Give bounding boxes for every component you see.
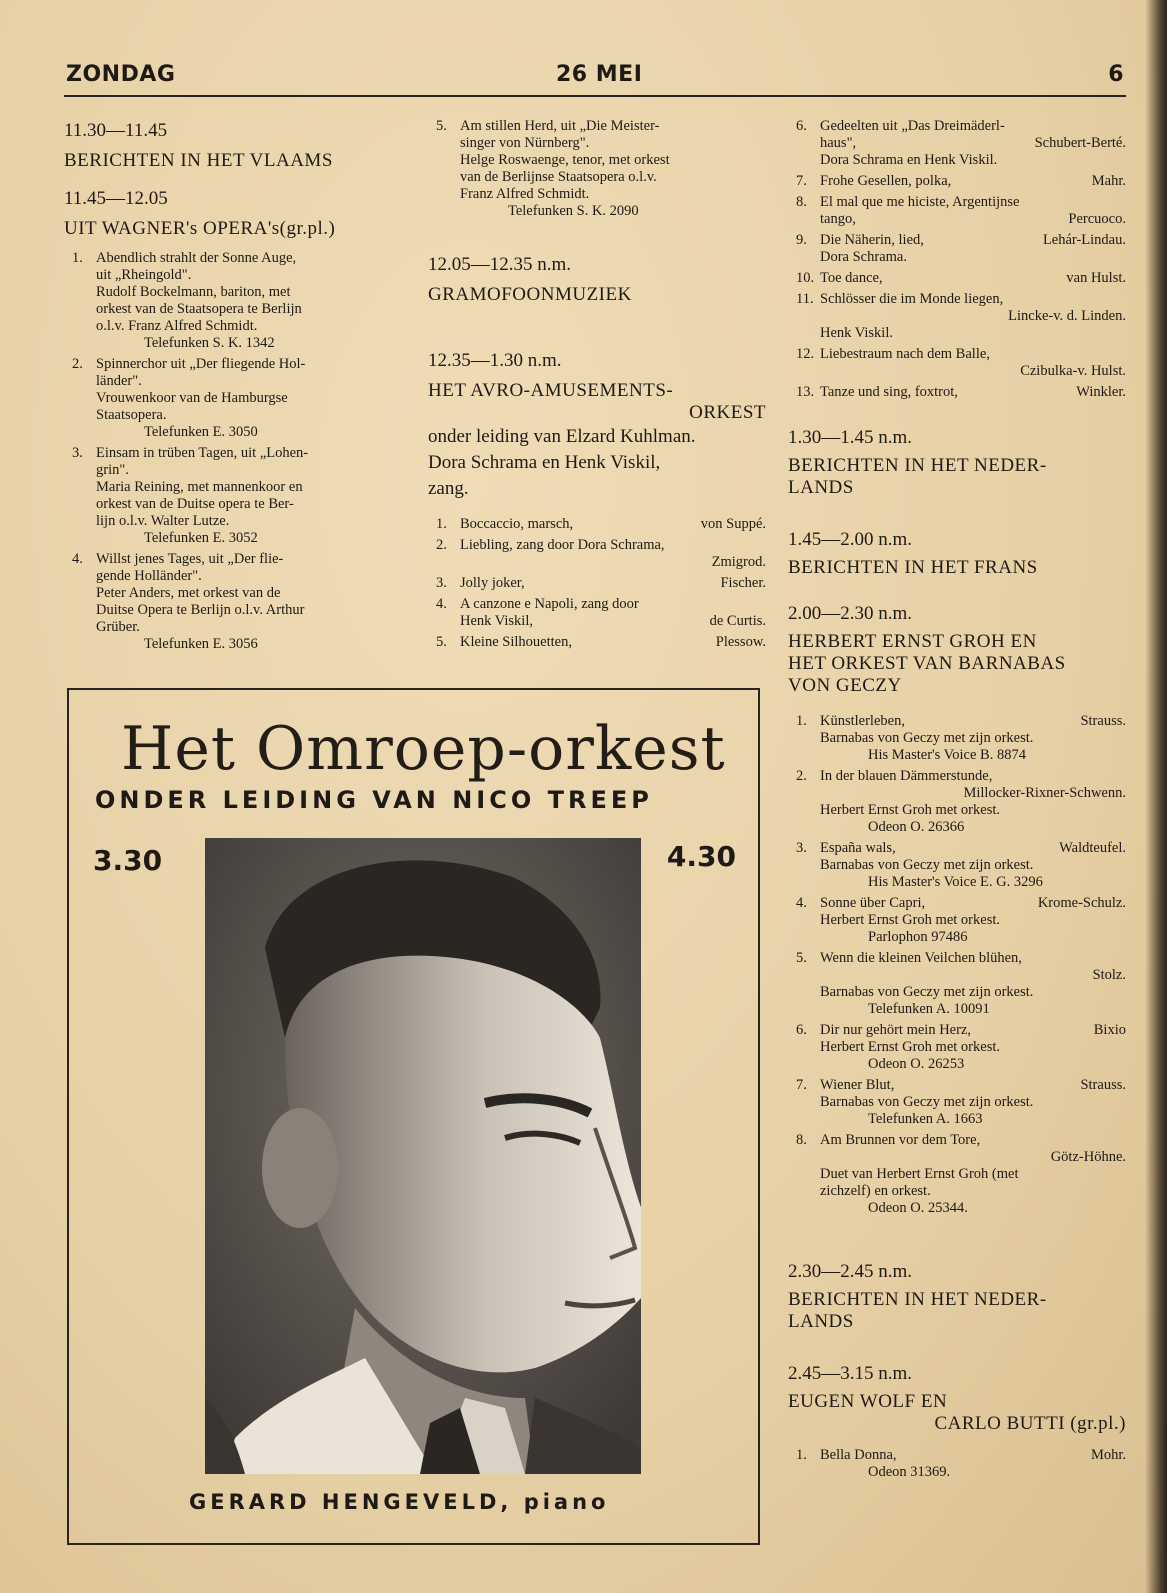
- block-title: ORKEST: [689, 402, 766, 423]
- block-title: GRAMOFOONMUZIEK: [428, 284, 632, 305]
- block-time: 1.45—2.00 n.m.: [788, 529, 913, 550]
- page-number: 6: [1108, 62, 1124, 87]
- program-item: 3. Jolly joker, Fischer.: [436, 575, 766, 591]
- program-item: 10. Toe dance, van Hulst.: [796, 270, 1126, 286]
- record-label: His Master's Voice E. G. 3296: [868, 874, 1043, 890]
- ad-end-time: 4.30: [666, 840, 736, 873]
- block-title: HET AVRO-AMUSEMENTS-: [428, 380, 674, 401]
- program-item: 13. Tanze und sing, foxtrot, Winkler.: [796, 384, 1126, 400]
- header-day: ZONDAG: [66, 62, 176, 87]
- header-rule: [64, 95, 1126, 97]
- program-item: 2. In der blauen Dämmerstunde, Millocker-Rixner-Schwenn. Herbert Ernst Groh met orkest. Odeon O. 26366: [796, 768, 1126, 835]
- program-item: 3. Einsam in trüben Tagen, uit „Lohen- grin". Maria Reining, met mannenkoor en orkest van de Duitse opera te Ber- lijn o.l.v. Walter Lutze. Telefunken E. 3052: [64, 445, 402, 547]
- record-label: Odeon O. 26366: [868, 819, 965, 835]
- block-title: CARLO BUTTI (gr.pl.): [934, 1413, 1126, 1434]
- block-time: 2.00—2.30 n.m.: [788, 603, 913, 624]
- block-time: 1.30—1.45 n.m.: [788, 427, 913, 448]
- block-title: BERICHTEN IN HET NEDER-: [788, 455, 1047, 476]
- block-subtitle: Dora Schrama en Henk Viskil,: [428, 452, 661, 473]
- block-title: BERICHTEN IN HET NEDER-: [788, 1289, 1047, 1310]
- program-item: 8. El mal que me hiciste, Argentijnse tango, Percuoco.: [796, 194, 1126, 227]
- record-label: Parlophon 97486: [868, 929, 968, 945]
- header-date: 26 MEI: [556, 62, 643, 87]
- record-label: His Master's Voice B. 8874: [868, 747, 1026, 763]
- block-time: 11.30—11.45: [64, 120, 168, 141]
- block-time: 12.35—1.30 n.m.: [428, 350, 562, 371]
- record-label: Odeon O. 25344.: [868, 1200, 968, 1216]
- block-title: BERICHTEN IN HET FRANS: [788, 557, 1038, 578]
- program-item: 4. Willst jenes Tages, uit „Der flie- gende Holländer". Peter Anders, met orkest van de Duitse Opera te Berlijn o.l.v. Arthur Grüber. Telefunken E. 3056: [64, 551, 402, 653]
- record-label: Odeon 31369.: [868, 1464, 951, 1480]
- program-item: 2. Spinnerchor uit „Der fliegende Hol- länder". Vrouwenkoor van de Hamburgse Staatsopera. Telefunken E. 3050: [64, 356, 402, 441]
- program-item: 4. Sonne über Capri, Krome-Schulz. Herbert Ernst Groh met orkest. Parlophon 97486: [796, 895, 1126, 945]
- ad-start-time: 3.30: [93, 844, 163, 877]
- record-label: Telefunken E. 3052: [144, 530, 258, 546]
- portrait-illustration: [205, 838, 641, 1474]
- ad-title: Het Omroep-orkest: [121, 714, 726, 784]
- block-time: 2.30—2.45 n.m.: [788, 1261, 913, 1282]
- program-item: 4. A canzone e Napoli, zang door Henk Viskil, de Curtis.: [436, 596, 766, 629]
- program-item: 6. Gedeelten uit „Das Dreimäderl- haus", Schubert-Berté. Dora Schrama en Henk Viskil.: [796, 118, 1126, 168]
- program-item: 12. Liebestraum nach dem Balle, Czibulka-v. Hulst.: [796, 346, 1126, 379]
- block-time: 11.45—12.05: [64, 188, 168, 209]
- block-title: HET ORKEST VAN BARNABAS: [788, 653, 1066, 674]
- block-time: 2.45—3.15 n.m.: [788, 1363, 913, 1384]
- record-label: Telefunken A. 1663: [868, 1111, 983, 1127]
- block-time: 12.05—12.35 n.m.: [428, 254, 572, 275]
- program-item: 5. Kleine Silhouetten, Plessow.: [436, 634, 766, 650]
- program-item: 1. Abendlich strahlt der Sonne Auge, uit „Rheingold". Rudolf Bockelmann, bariton, met orkest van de Staatsopera te Berlijn o.l.v. Franz Alfred Schmidt. Telefunken S. K. 1342: [64, 250, 402, 352]
- block-title: BERICHTEN IN HET VLAAMS: [64, 150, 333, 171]
- program-item: 3. España wals, Waldteufel. Barnabas von Geczy met zijn orkest. His Master's Voice E. G. 3296: [796, 840, 1126, 890]
- ad-footer: GERARD HENGEVELD, piano: [189, 1490, 610, 1514]
- program-item: 9. Die Näherin, lied, Lehár-Lindau. Dora Schrama.: [796, 232, 1126, 265]
- block-title: VON GECZY: [788, 675, 902, 696]
- block-title: LANDS: [788, 1311, 854, 1332]
- program-item: 1. Bella Donna, Mohr. Odeon 31369.: [796, 1447, 1126, 1480]
- program-item: 8. Am Brunnen vor dem Tore, Götz-Höhne. Duet van Herbert Ernst Groh (met zichzelf) en orkest. Odeon O. 25344.: [796, 1132, 1126, 1216]
- column-2: [428, 118, 766, 655]
- record-label: Telefunken A. 10091: [868, 1001, 990, 1017]
- record-label: Telefunken S. K. 2090: [508, 203, 639, 219]
- block-title: HERBERT ERNST GROH EN: [788, 631, 1037, 652]
- record-label: Telefunken E. 3050: [144, 424, 258, 440]
- record-label: Odeon O. 26253: [868, 1056, 965, 1072]
- portrait-photo: [205, 838, 641, 1474]
- program-item: 11. Schlösser die im Monde liegen, Lincke-v. d. Linden. Henk Viskil.: [796, 291, 1126, 341]
- page-edge-shadow: [1145, 0, 1167, 1593]
- block-title: EUGEN WOLF EN: [788, 1391, 948, 1412]
- orchestra-advertisement: [67, 688, 760, 1545]
- block-subtitle: zang.: [428, 478, 469, 499]
- program-item: 7. Frohe Gesellen, polka, Mahr.: [796, 173, 1126, 189]
- program-item: 2. Liebling, zang door Dora Schrama, Zmigrod.: [436, 537, 766, 570]
- page-header: [66, 62, 1134, 96]
- column-3: [788, 118, 1126, 1485]
- program-item: 7. Wiener Blut, Strauss. Barnabas von Geczy met zijn orkest. Telefunken A. 1663: [796, 1077, 1126, 1127]
- program-item: 1. Künstlerleben, Strauss. Barnabas von Geczy met zijn orkest. His Master's Voice B. 8874: [796, 713, 1126, 763]
- block-subtitle: onder leiding van Elzard Kuhlman.: [428, 426, 696, 447]
- program-item: 6. Dir nur gehört mein Herz, Bixio Herbert Ernst Groh met orkest. Odeon O. 26253: [796, 1022, 1126, 1072]
- ad-subtitle: ONDER LEIDING VAN NICO TREEP: [95, 786, 653, 814]
- program-item: 5. Wenn die kleinen Veilchen blühen, Stolz. Barnabas von Geczy met zijn orkest. Telefunken A. 10091: [796, 950, 1126, 1017]
- record-label: Telefunken E. 3056: [144, 636, 258, 652]
- program-item: 5. Am stillen Herd, uit „Die Meister- singer von Nürnberg". Helge Roswaenge, tenor, met orkest van de Berlijnse Staatsopera o.l.v. Franz Alfred Schmidt. Telefunken S. K. 2090: [428, 118, 766, 220]
- block-title: UIT WAGNER's OPERA's(gr.pl.): [64, 218, 336, 239]
- column-1: [64, 120, 402, 657]
- program-item: 1. Boccaccio, marsch, von Suppé.: [436, 516, 766, 532]
- block-title: LANDS: [788, 477, 854, 498]
- record-label: Telefunken S. K. 1342: [144, 335, 275, 351]
